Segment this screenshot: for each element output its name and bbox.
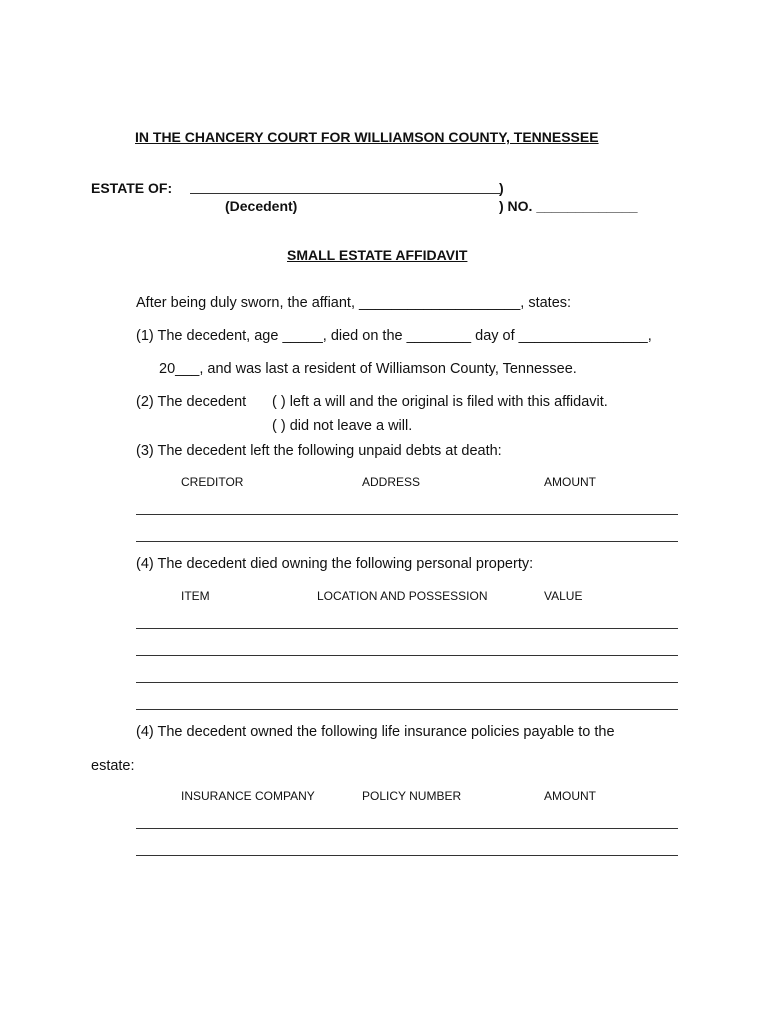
property-entry-line[interactable] bbox=[136, 709, 678, 710]
property-entry-line[interactable] bbox=[136, 655, 678, 656]
item2-option-will: ( ) left a will and the original is filed with this affidavit. bbox=[272, 394, 608, 410]
column-header-insurance-amount: AMOUNT bbox=[544, 789, 596, 803]
column-header-amount: AMOUNT bbox=[544, 475, 596, 489]
column-header-address: ADDRESS bbox=[362, 475, 421, 489]
property-entry-line[interactable] bbox=[136, 628, 678, 629]
estate-name-blank[interactable] bbox=[190, 193, 500, 194]
column-header-creditor: CREDITOR bbox=[181, 475, 244, 489]
decedent-label: (Decedent) bbox=[225, 198, 298, 214]
item4-property-text: (4) The decedent died owning the following personal property: bbox=[136, 556, 534, 572]
item1-line2: 20___, and was last a resident of Williamson County, Tennessee. bbox=[159, 361, 577, 377]
caption-paren-top: ) bbox=[499, 180, 504, 196]
column-header-value: VALUE bbox=[544, 589, 583, 603]
intro-statement: After being duly sworn, the affiant, ____________________, states: bbox=[136, 295, 572, 311]
column-header-policy-number: POLICY NUMBER bbox=[362, 789, 462, 803]
item4-insurance-continuation: estate: bbox=[91, 758, 135, 774]
debt-entry-line[interactable] bbox=[136, 541, 678, 542]
item4-insurance-text: (4) The decedent owned the following life insurance policies payable to the bbox=[136, 724, 615, 740]
item1-line1: (1) The decedent, age _____, died on the ________ day of ________________, bbox=[136, 328, 652, 344]
debt-entry-line[interactable] bbox=[136, 514, 678, 515]
estate-of-label: ESTATE OF: bbox=[91, 180, 173, 196]
case-number-label: ) NO. _____________ bbox=[499, 198, 638, 214]
column-header-item: ITEM bbox=[181, 589, 210, 603]
column-header-location: LOCATION AND POSSESSION bbox=[317, 589, 488, 603]
court-title: IN THE CHANCERY COURT FOR WILLIAMSON COUNTY, TENNESSEE bbox=[135, 129, 599, 145]
document-title: SMALL ESTATE AFFIDAVIT bbox=[287, 247, 468, 263]
item2-option-no-will: ( ) did not leave a will. bbox=[272, 418, 413, 434]
insurance-entry-line[interactable] bbox=[136, 828, 678, 829]
property-entry-line[interactable] bbox=[136, 682, 678, 683]
item2-prefix: (2) The decedent bbox=[136, 394, 247, 410]
insurance-entry-line[interactable] bbox=[136, 855, 678, 856]
column-header-insurance-company: INSURANCE COMPANY bbox=[181, 789, 315, 803]
item3-text: (3) The decedent left the following unpaid debts at death: bbox=[136, 443, 502, 459]
